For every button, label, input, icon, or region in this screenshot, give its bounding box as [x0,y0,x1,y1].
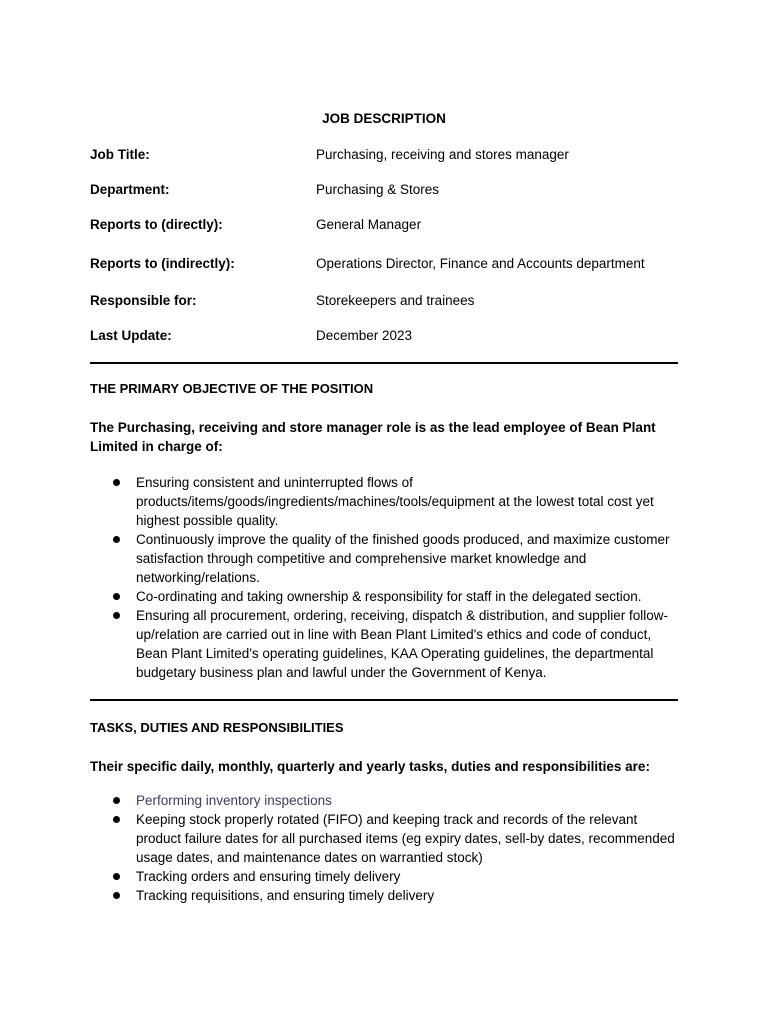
list-item: Performing inventory inspections [90,791,675,810]
document-title: JOB DESCRIPTION [322,111,446,126]
meta-label: Responsible for: [90,293,197,308]
meta-value: Storekeepers and trainees [316,293,475,308]
meta-label: Department: [90,182,170,197]
meta-value: December 2023 [316,328,413,343]
list-item: Tracking requisitions, and ensuring timely delivery [90,886,675,905]
bullet-icon [113,816,120,823]
list-item: Continuously improve the quality of the finished goods produced, and maximize customer satisfaction through competitive and comprehensive market knowledge and networking/relations. [90,530,675,587]
bullet-icon [113,892,120,899]
tasks-intro: Their specific daily, monthly, quarterly and yearly tasks, duties and responsibilities are: [90,759,650,774]
section-divider [90,362,678,364]
meta-value: Purchasing & Stores [316,182,440,197]
meta-label: Last Update: [90,328,172,343]
bullet-icon [113,612,120,619]
list-item: Co-ordinating and taking ownership & responsibility for staff in the delegated section. [90,587,675,606]
meta-value: General Manager [316,217,422,232]
meta-value: Operations Director, Finance and Accounts department [316,256,645,271]
objective-bullet-list [90,473,675,682]
list-item: Tracking orders and ensuring timely delivery [90,867,675,886]
bullet-icon [113,797,120,804]
meta-label: Job Title: [90,147,150,162]
tasks-heading: TASKS, DUTIES AND RESPONSIBILITIES [90,720,344,735]
list-item: Ensuring all procurement, ordering, receiving, dispatch & distribution, and supplier follow-up/relation are carried out in line with Bean Plant Limited's ethics and code of conduct, Bean Plant Limited's operating guidelines, KAA Operating guidelines, the departmental budgetary business plan and lawful under the Government of Kenya. [90,606,675,682]
bullet-icon [113,593,120,600]
meta-label: Reports to (directly): [90,217,223,232]
bullet-icon [113,536,120,543]
objective-intro: The Purchasing, receiving and store manager role is as the lead employee of Bean Plant Limited in charge of: [90,420,656,454]
list-item: Ensuring consistent and uninterrupted flows of products/items/goods/ingredients/machines/tools/equipment at the lowest total cost yet highest possible quality. [90,473,675,530]
bullet-icon [113,873,120,880]
objective-heading: THE PRIMARY OBJECTIVE OF THE POSITION [90,381,374,396]
list-item: Keeping stock properly rotated (FIFO) and keeping track and records of the relevant product failure dates for all purchased items (eg expiry dates, sell-by dates, recommended usage dates, and maintenance dates on warrantied stock) [90,810,675,867]
tasks-bullet-list [90,791,675,905]
meta-label: Reports to (indirectly): [90,256,235,271]
bullet-icon [113,479,120,486]
meta-value: Purchasing, receiving and stores manager [316,147,569,162]
section-divider [90,699,678,701]
